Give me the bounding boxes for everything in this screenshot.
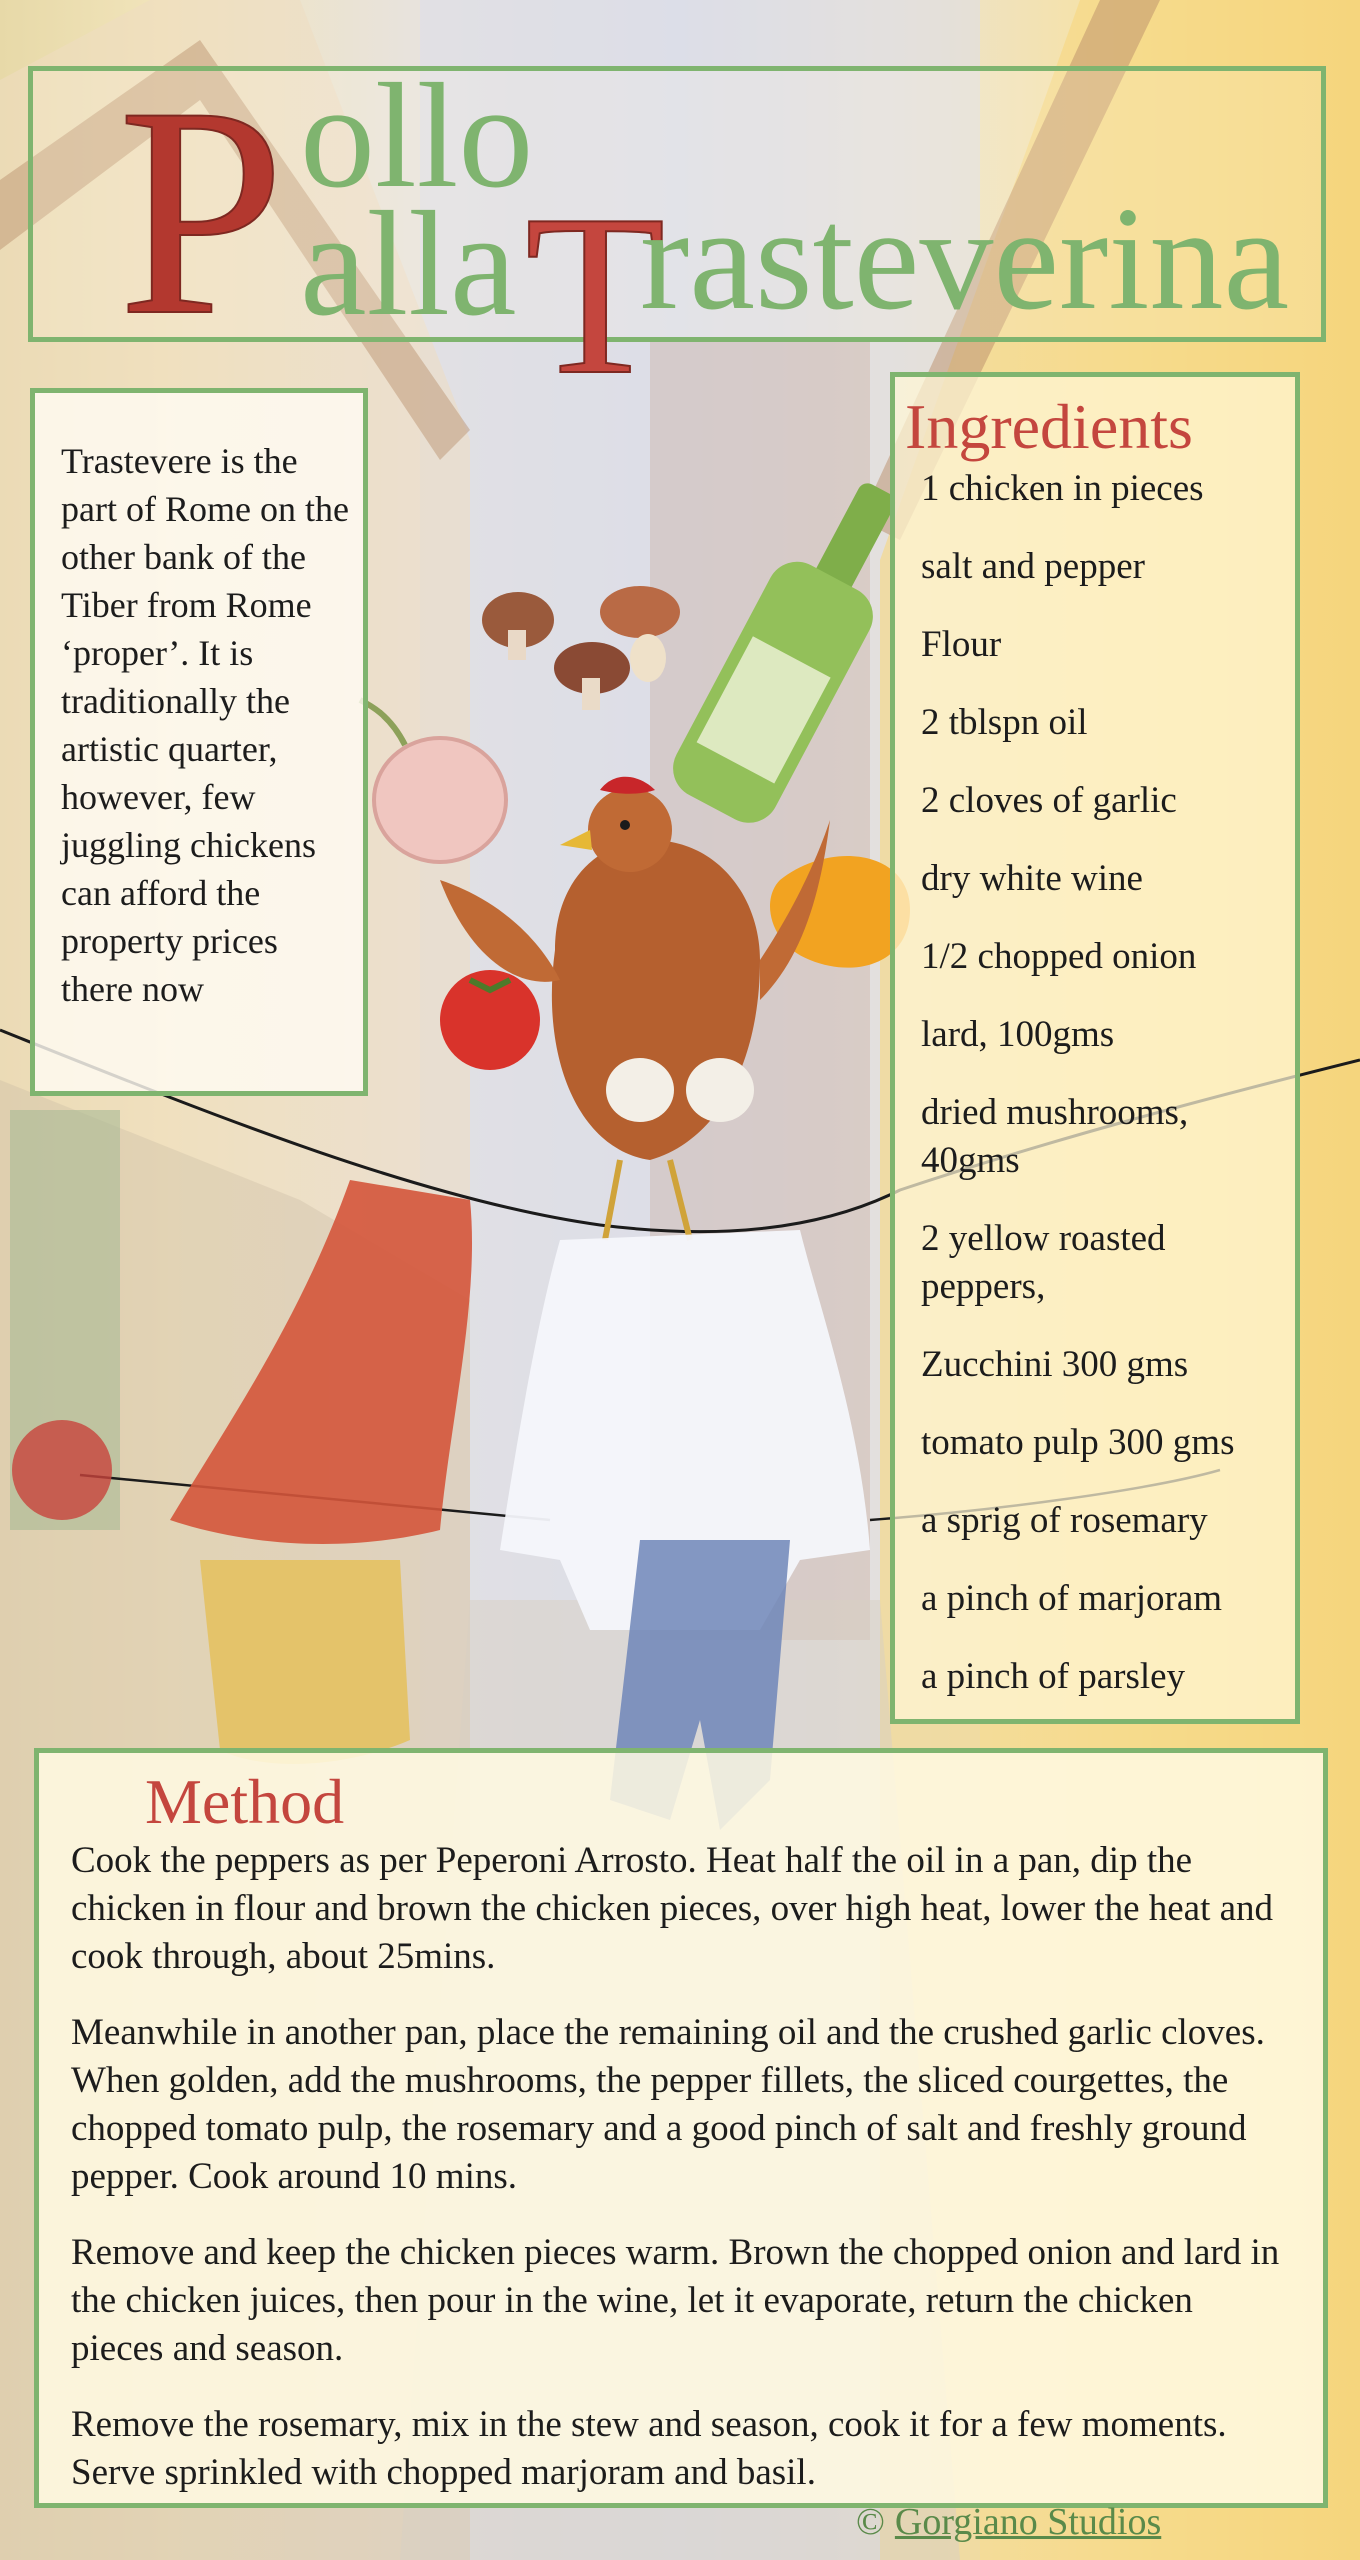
ingredient-item: 2 yellow roasted peppers, bbox=[921, 1218, 1166, 1307]
footer-credit bbox=[856, 2498, 1161, 2546]
yellow-shirt-illustration bbox=[200, 1560, 410, 1764]
copyright-symbol: © bbox=[856, 2501, 885, 2543]
ingredient-item: lard, 100gms bbox=[921, 1014, 1115, 1055]
ingredients-heading: Ingredients bbox=[905, 391, 1193, 462]
tomato-illustration bbox=[440, 970, 540, 1070]
title-word-pollo: ollo bbox=[300, 53, 534, 219]
ingredient-item: Flour bbox=[921, 624, 1002, 665]
ingredient-item: dry white wine bbox=[921, 858, 1143, 899]
ingredient-item: a pinch of parsley bbox=[921, 1656, 1186, 1697]
method-paragraph: Cook the peppers as per Peperoni Arrosto. Heat half the oil in a pan, dip the chicken in flour and brown the chicken pieces, over high heat, lower the heat and cook through, about 25mins. bbox=[71, 1840, 1274, 1977]
ingredient-item: 2 tblspn oil bbox=[921, 702, 1088, 743]
ingredient-item: a sprig of rosemary bbox=[921, 1500, 1208, 1541]
ingredient-item: salt and pepper bbox=[921, 546, 1145, 587]
method-paragraph: Remove and keep the chicken pieces warm. Brown the chopped onion and lard in the chicken juices, then pour in the wine, let it evaporate, return the chicken pieces and season. bbox=[71, 2232, 1280, 2369]
intro-box bbox=[30, 388, 368, 1096]
intro-text: Trastevere is the part of Rome on the other bank of the Tiber from Rome ‘proper’. It is traditionally the artistic quarter, however, few juggling chickens can afford the property prices there now bbox=[61, 441, 349, 1009]
method-heading: Method bbox=[145, 1766, 345, 1837]
method-paragraph: Remove the rosemary, mix in the stew and season, cook it for a few moments. Serve sprinkled with chopped marjoram and basil. bbox=[71, 2404, 1227, 2493]
title-letter-p: P bbox=[118, 45, 285, 377]
method-box bbox=[34, 1748, 1328, 2508]
studio-link[interactable]: Gorgiano Studios bbox=[894, 2501, 1162, 2543]
title-letter-t: T bbox=[525, 167, 666, 400]
flowers-illustration bbox=[12, 1420, 112, 1520]
ingredient-item: 2 cloves of garlic bbox=[921, 780, 1177, 821]
ingredient-item: tomato pulp 300 gms bbox=[921, 1422, 1235, 1463]
ingredient-item: Zucchini 300 gms bbox=[921, 1344, 1189, 1385]
title-frame bbox=[28, 66, 1326, 342]
ingredient-item: 1/2 chopped onion bbox=[921, 936, 1197, 977]
title-word-alla: alla bbox=[300, 181, 517, 347]
method-paragraph: Meanwhile in another pan, place the remaining oil and the crushed garlic cloves. When golden, add the mushrooms, the pepper fillets, the sliced courgettes, the chopped tomato pulp, the rosemary and a good pinch of salt and freshly ground pepper. Cook around 10 mins. bbox=[71, 2012, 1265, 2197]
ingredient-item: dried mushrooms, 40gms bbox=[921, 1092, 1189, 1181]
ingredient-list bbox=[921, 465, 1287, 1701]
title-word-trasteverina: rasteverina bbox=[640, 177, 1290, 341]
ingredient-item: 1 chicken in pieces bbox=[921, 468, 1204, 509]
ingredient-item: a pinch of marjoram bbox=[921, 1578, 1223, 1619]
method-steps bbox=[71, 1837, 1293, 2497]
ingredients-box bbox=[890, 372, 1300, 1724]
